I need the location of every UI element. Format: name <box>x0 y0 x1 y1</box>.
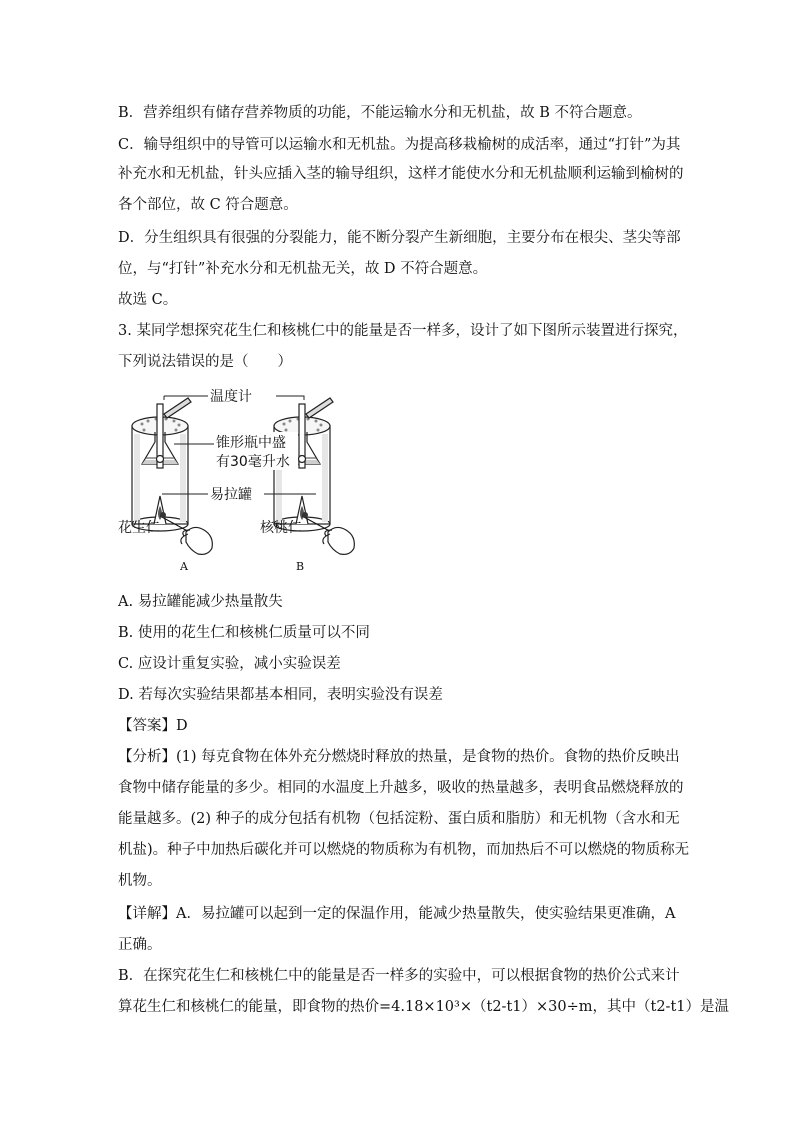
peanut-label: 花生仁 <box>118 520 160 536</box>
text-line: 故选 C。 <box>118 292 178 308</box>
experiment-figure <box>116 384 406 579</box>
text-line: D．分生组织具有很强的分裂能力，能不断分裂产生新细胞，主要分布在根尖、茎尖等部 <box>118 230 681 246</box>
question-stem: 3. 某同学想探究花生仁和核桃仁中的能量是否一样多，设计了如下图所示装置进行探究， <box>118 323 688 339</box>
analysis-line: 机物。 <box>118 873 162 889</box>
option-c: C. 应设计重复实验，减小实验误差 <box>118 656 341 672</box>
analysis-line: 【分析】(1) 每克食物在体外充分燃烧时释放的热量，是食物的热价。食物的热价反映出 <box>118 749 680 765</box>
analysis-line: 食物中储存能量的多少。相同的水温度上升越多，吸收的热量越多，表明食品燃烧释放的 <box>118 780 684 796</box>
text-line: 补充水和无机盐，针头应插入茎的输导组织，这样才能使水分和无机盐顺利运输到榆树的 <box>118 166 684 182</box>
can-label: 易拉罐 <box>210 487 252 503</box>
analysis-line: 能量越多。(2) 种子的成分包括有机物（包括淀粉、蛋白质和脂肪）和无机物（含水和无 <box>118 811 680 827</box>
detail-line: 【详解】A．易拉罐可以起到一定的保温作用，能减少热量散失，使实验结果更准确，A <box>118 906 676 922</box>
option-d: D. 若每次实验结果都基本相同，表明实验没有误差 <box>118 687 443 703</box>
walnut-label: 核桃仁 <box>260 520 302 536</box>
flask-label-line1: 锥形瓶中盛 <box>216 435 286 451</box>
option-b: B. 使用的花生仁和核桃仁质量可以不同 <box>118 625 370 641</box>
detail-line: 算花生仁和核桃仁的能量，即食物的热价=4.18×10³×（t2-t1）×30÷m，其中（t2-t1）是温 <box>118 999 730 1015</box>
option-a: A. 易拉罐能减少热量散失 <box>118 594 283 610</box>
analysis-line: 机盐)。种子中加热后碳化并可以燃烧的物质称为有机物，而加热后不可以燃烧的物质称无 <box>118 842 690 858</box>
detail-line: B．在探究花生仁和核桃仁中的能量是否一样多的实验中，可以根据食物的热价公式来计 <box>118 968 680 984</box>
apparatus-b-label: B <box>296 560 305 573</box>
thermometer-label: 温度计 <box>210 389 252 405</box>
text-line: 各个部位，故 C 符合题意。 <box>118 197 298 213</box>
question-stem: 下列说法错误的是（ ） <box>118 354 292 370</box>
flask-label-line2: 有30毫升水 <box>216 454 290 470</box>
text-line: 位，与“打针”补充水分和无机盐无关，故 D 不符合题意。 <box>118 261 488 277</box>
text-line: B．营养组织有储存营养物质的功能，不能运输水分和无机盐，故 B 不符合题意。 <box>118 105 642 121</box>
text-line: C．输导组织中的导管可以运输水和无机盐。为提高移栽榆树的成活率，通过“打针”为其 <box>118 137 681 153</box>
apparatus-a-label: A <box>180 560 188 573</box>
apparatus-diagram <box>116 384 406 579</box>
detail-line: 正确。 <box>118 937 162 953</box>
answer: 【答案】D <box>118 718 188 734</box>
